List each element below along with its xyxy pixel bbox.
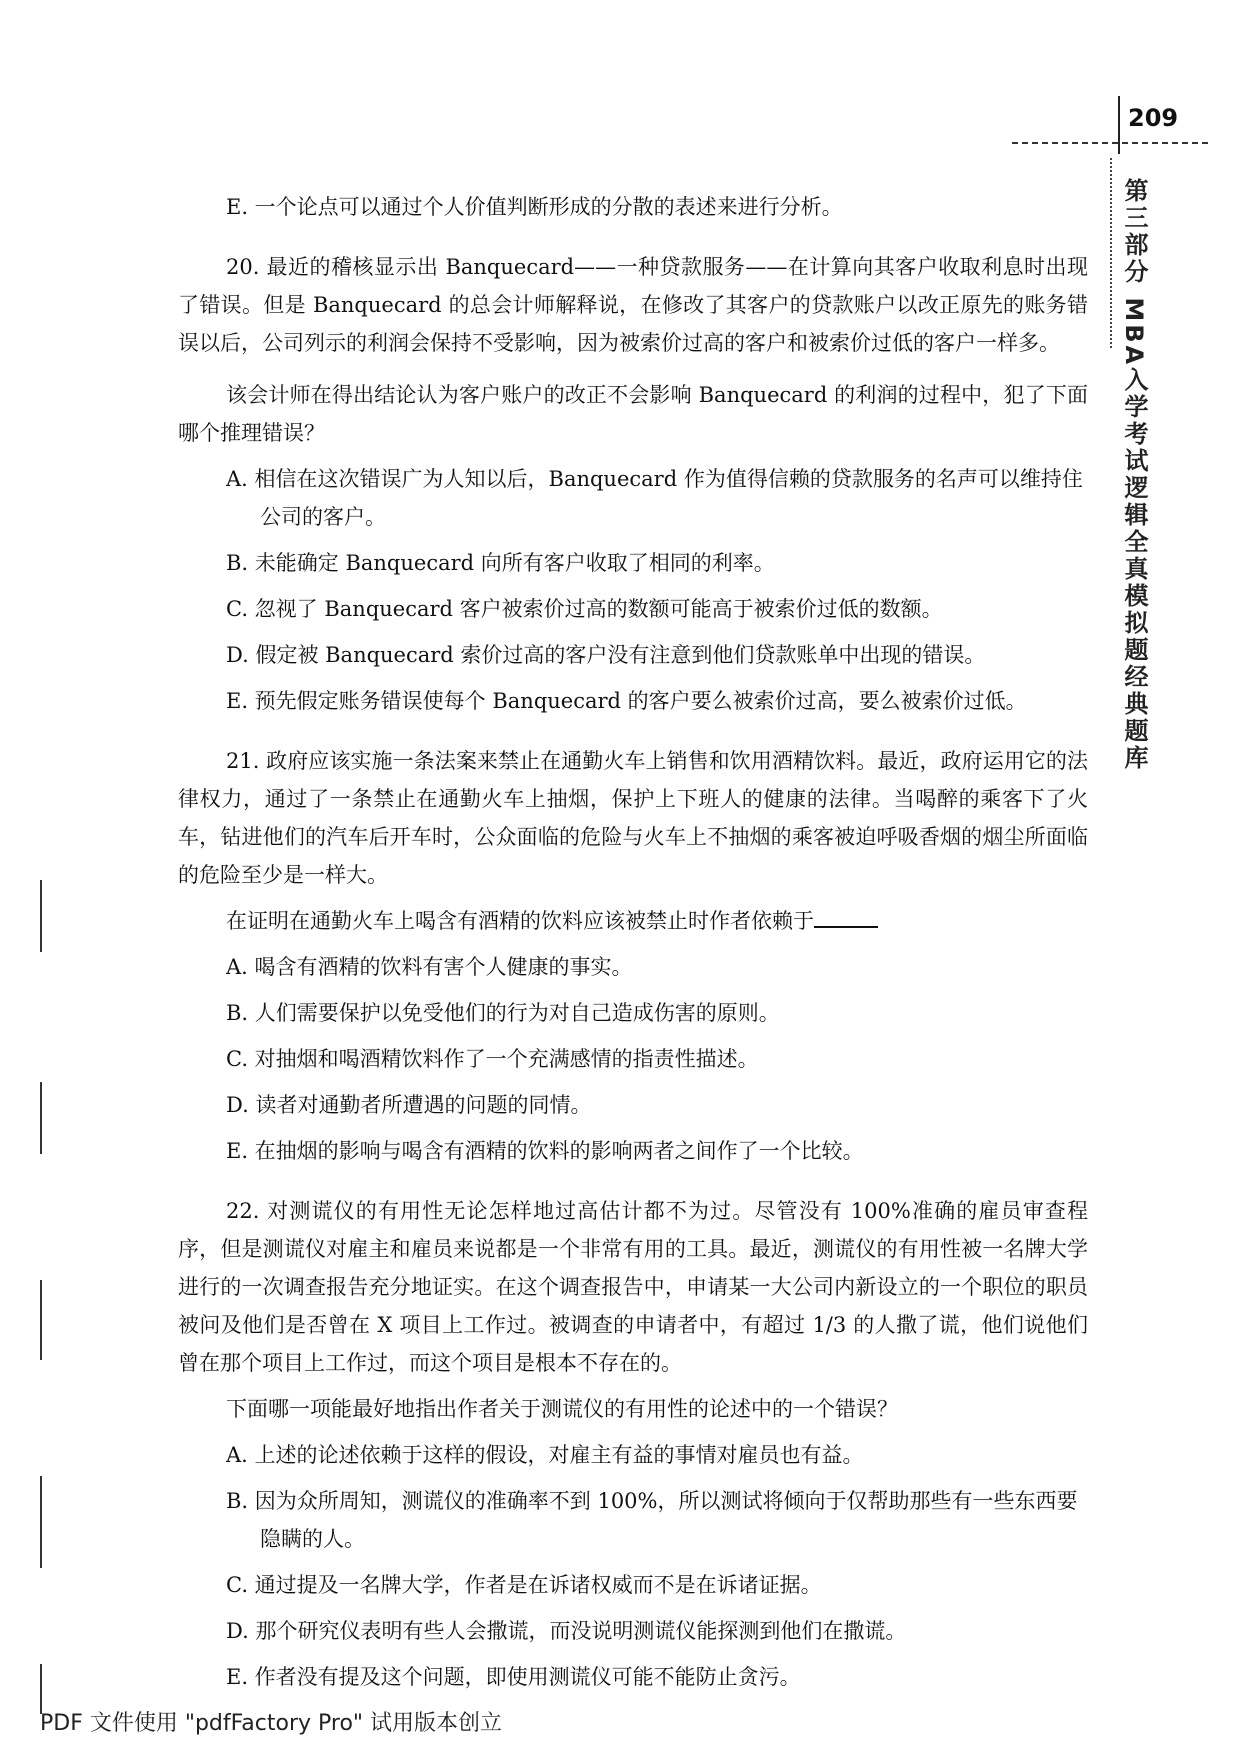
q22-option-c: C. 通过提及一名牌大学，作者是在诉诸权威而不是在诉诸证据。 bbox=[226, 1573, 822, 1597]
q20-option-c: C. 忽视了 Banquecard 客户被索价过高的数额可能高于被索价过低的数额。 bbox=[226, 597, 943, 621]
q22-stem: 22. 对测谎仪的有用性无论怎样地过高估计都不为过。尽管没有 100%准确的雇员审查程序，但是测谎仪对雇主和雇员来说都是一个非常有用的工具。最近，测谎仪的有用性被一名牌大学进行的一次调查报告充分地证实。在这个调查报告中，申请某一大公司内新设立的一个职位的职员被问及他们是否曾在 X 项目上工作过。被调查的申请者中，有超过 1/3 的人撒了谎，他们说他们曾在那个项目上工作过，而这个项目是根本不存在的。 bbox=[178, 1199, 1088, 1375]
pdf-watermark-footer: PDF 文件使用 "pdfFactory Pro" 试用版本创立 bbox=[40, 1711, 503, 1736]
q22-option-d: D. 那个研究仪表明有些人会撒谎，而没说明测谎仪能探测到他们在撒谎。 bbox=[226, 1619, 907, 1643]
margin-scan-mark bbox=[40, 1476, 42, 1568]
q19-option-e: E. 一个论点可以通过个人价值判断形成的分散的表述来进行分析。 bbox=[226, 195, 843, 219]
q20-option-e: E. 预先假定账务错误使每个 Banquecard 的客户要么被索价过高，要么被索价过低。 bbox=[226, 689, 1027, 713]
margin-scan-mark bbox=[40, 1280, 42, 1360]
q22-option-b: B. 因为众所周知，测谎仪的准确率不到 100%，所以测试将倾向于仅帮助那些有一些东西要隐瞒的人。 bbox=[226, 1489, 1078, 1551]
q20-stem: 20. 最近的稽核显示出 Banquecard——一种贷款服务——在计算向其客户收取利息时出现了错误。但是 Banquecard 的总会计师解释说，在修改了其客户的贷款账户以改正原先的账务错误以后，公司列示的利润会保持不受影响，因为被索价过高的客户和被索价过低的客户一样多。 bbox=[178, 255, 1088, 355]
header-vertical-rule bbox=[1118, 96, 1120, 154]
answer-blank bbox=[814, 908, 878, 928]
q20-option-b: B. 未能确定 Banquecard 向所有客户收取了相同的利率。 bbox=[226, 551, 775, 575]
page-number: 209 bbox=[1128, 104, 1179, 132]
q21-option-a: A. 喝含有酒精的饮料有害个人健康的事实。 bbox=[226, 955, 633, 979]
q21-stem: 21. 政府应该实施一条法案来禁止在通勤火车上销售和饮用酒精饮料。最近，政府运用它的法律权力，通过了一条禁止在通勤火车上抽烟，保护上下班人的健康的法律。当喝醉的乘客下了火车，钻进他们的汽车后开车时，公众面临的危险与火车上不抽烟的乘客被迫呼吸香烟的烟尘所面临的危险至少是一样大。 bbox=[178, 749, 1088, 887]
q21-option-d: D. 读者对通勤者所遭遇的问题的同情。 bbox=[226, 1093, 592, 1117]
q22-option-e: E. 作者没有提及这个问题，即使用测谎仪可能不能防止贪污。 bbox=[226, 1665, 801, 1689]
q22-question: 下面哪一项能最好地指出作者关于测谎仪的有用性的论述中的一个错误？ bbox=[226, 1397, 898, 1421]
q21-question-line bbox=[178, 902, 1088, 940]
q21-option-c: C. 对抽烟和喝酒精饮料作了一个充满感情的指责性描述。 bbox=[226, 1047, 759, 1071]
q20-question: 该会计师在得出结论认为客户账户的改正不会影响 Banquecard 的利润的过程中，犯了下面哪个推理错误？ bbox=[178, 383, 1088, 445]
q21-option-e: E. 在抽烟的影响与喝含有酒精的饮料的影响两者之间作了一个比较。 bbox=[226, 1139, 864, 1163]
margin-scan-mark bbox=[40, 1082, 42, 1154]
margin-scan-mark bbox=[40, 880, 42, 952]
q20-option-d: D. 假定被 Banquecard 索价过高的客户没有注意到他们贷款账单中出现的错误。 bbox=[226, 643, 986, 667]
q21-option-b: B. 人们需要保护以免受他们的行为对自己造成伤害的原则。 bbox=[226, 1001, 780, 1025]
header-dashed-rule bbox=[1012, 142, 1208, 144]
main-text bbox=[178, 188, 1088, 1696]
side-book-title: 第三部分 MBA入学考试逻辑全真模拟题经典题库 bbox=[1120, 178, 1148, 773]
q21-question: 在证明在通勤火车上喝含有酒精的饮料应该被禁止时作者依赖于 bbox=[226, 909, 814, 933]
q20-option-a: A. 相信在这次错误广为人知以后，Banquecard 作为值得信赖的贷款服务的名声可以维持住公司的客户。 bbox=[226, 467, 1083, 529]
q22-option-a: A. 上述的论述依赖于这样的假设，对雇主有益的事情对雇员也有益。 bbox=[226, 1443, 864, 1467]
